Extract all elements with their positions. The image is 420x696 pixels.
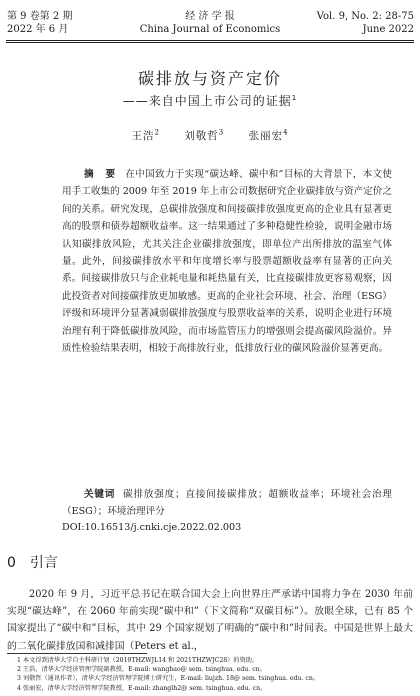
keywords	[62, 486, 392, 521]
header-rule-thin	[6, 42, 414, 43]
journal-name-en: China Journal of Economics	[139, 24, 281, 35]
author-name: 王浩	[131, 130, 155, 142]
footnote: 3 刘敬哲（通讯作者），清华大学经济管理学院博士研究生，E-mail: liujzh. 18@ sem. tsinghua. edu. cn。	[17, 675, 320, 683]
author	[131, 130, 159, 142]
author	[184, 130, 224, 142]
author-name: 刘敬哲	[184, 130, 219, 142]
subtitle-text: ——来自中国上市公司的证据	[122, 94, 292, 108]
footnote: 2 王浩，清华大学经济管理学院副教授，E-mail: wanghao@ sem. tsinghua. edu. cn。	[17, 666, 266, 674]
running-header	[0, 0, 420, 44]
abstract-text: 在中国致力于实现“碳达峰、碳中和”目标的大背景下，本文使用手工收集的 2009 年至 2019 年上市公司数据研究企业碳排放与资产定价之间的关系。研究发现，总碳排放强度和间接碳排放强度更高的企业具有显著更高的股票和债券超额收益率。这一结果通过了多种稳健性检验，说明金融市场认知碳排放风险，尤其关注企业碳排放强度，即单位产出所排放的温室气体量。此外，间接碳排放水平和年度增长率与股票超额收益率有显著的正向关系。间接碳排放只与企业耗电量和耗热量有关，比直接碳排放更容易观察，因此投资者对间接碳排放更加敏感。更高的企业社会环境、社会、治理（ESG）评级和环境评分显著减弱碳排放强度与股票收益率的关系，说明企业进行环境治理有利于降低碳排放风险，而市场监管压力的增强则会提高碳风险溢价。异质性检验结果表明，相较于高排放行业，低排放行业的碳风险溢价显著更高。	[62, 169, 393, 355]
date-cn: 2022 年 6 月	[7, 24, 69, 35]
keywords-text: 碳排放强度；直接间接碳排放；超额收益率；环境社会治理（ESG）；环境治理评分	[62, 489, 393, 518]
section-title: 引言	[29, 555, 58, 571]
date-en: June 2022	[362, 24, 414, 35]
volume-issue-cn: 第 9 卷第 2 期	[7, 11, 73, 22]
journal-name-cn: 经 济 学 报	[185, 11, 235, 22]
author-list	[0, 128, 420, 143]
header-right	[317, 10, 414, 36]
volume-issue-en: Vol. 9, No. 2: 28-75	[316, 11, 414, 22]
footnote-mark[interactable]: 1	[291, 94, 298, 102]
footnote-mark[interactable]: 4	[283, 128, 289, 137]
footnote-mark[interactable]: 2	[154, 128, 160, 137]
article-title: 碳排放与资产定价	[137, 69, 282, 88]
footnote-rule	[7, 653, 147, 654]
doi[interactable]: DOI:10.16513/j.cnki.cje.2022.02.003	[62, 522, 242, 533]
footnotes	[7, 656, 413, 693]
article-subtitle	[0, 92, 420, 109]
keywords-label: 关键词	[84, 489, 116, 500]
section-heading	[7, 552, 58, 572]
author	[249, 130, 289, 142]
section-number: 0	[7, 555, 16, 571]
abstract-label: 摘 要	[84, 169, 120, 180]
author-name: 张丽宏	[248, 130, 284, 142]
body-paragraph: 2020 年 9 月，习近平总书记在联合国大会上向世界庄严承诺中国将力争在 2030 年前实现“碳达峰”，在 2060 年前实现“碳中和”（下文简称“双碳目标”）。放眼全球，已有 85 个国家提出了“碳中和”目标，其中 29 个国家规划了明确的“碳中和”时间表。中国是世界上最大的二氧化碳排放国和减排国（Peters et al.，	[7, 589, 413, 652]
footnote-mark[interactable]: 3	[218, 128, 225, 137]
footnote: 4 张丽宏，清华大学经济管理学院教授，E-mail: zhanglh2@ sem. tsinghua. edu. cn。	[17, 684, 267, 692]
header-rule	[6, 40, 414, 41]
abstract	[62, 166, 392, 357]
footnote: 1 本文得到清华大学自主科研计划（2019THZWJL14 和 2021THZWJC28）的资助。	[17, 657, 259, 664]
